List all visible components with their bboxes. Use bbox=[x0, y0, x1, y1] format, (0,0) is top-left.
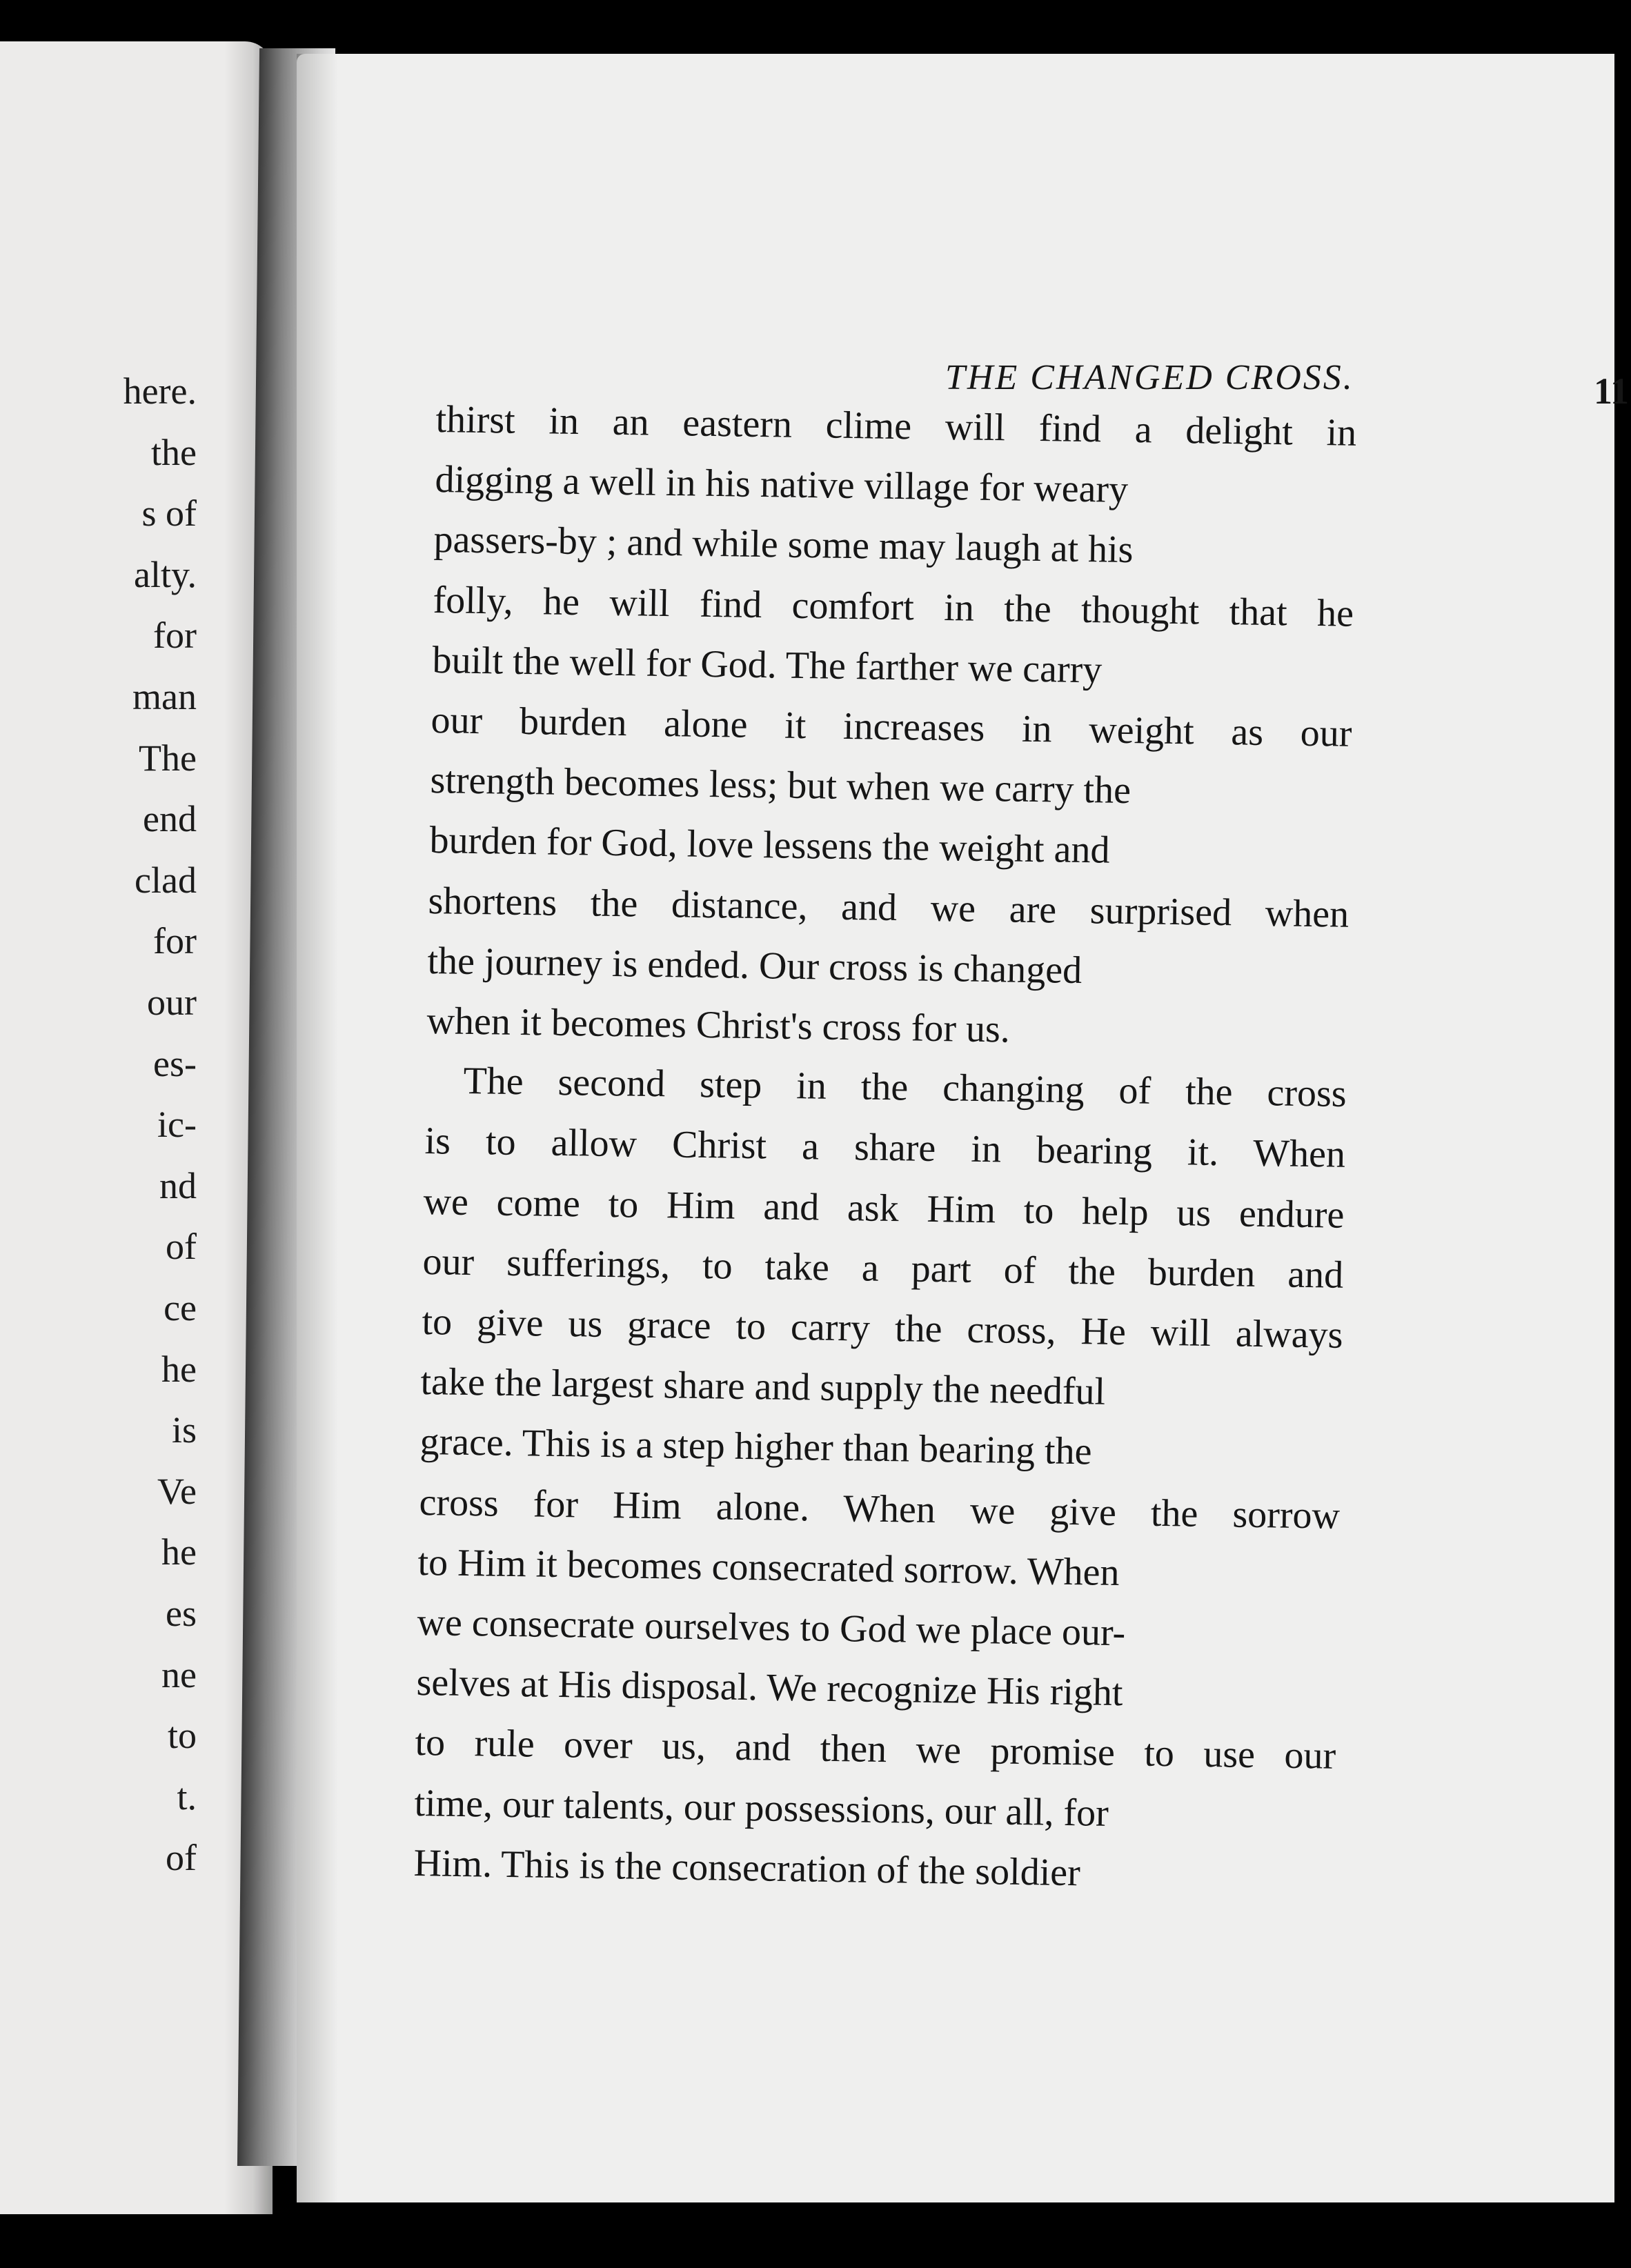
body-line: our sufferings, to take a part of the burden and bbox=[422, 1240, 1344, 1297]
body-line: folly, he will find comfort in the thought that he bbox=[433, 578, 1354, 635]
body-line: Him. This is the consecration of the soldier bbox=[413, 1841, 1080, 1895]
left-line-fragment: for bbox=[153, 920, 197, 962]
left-line-fragment: for bbox=[153, 615, 197, 657]
page-number: 11 bbox=[1594, 370, 1630, 412]
body-line: thirst in an eastern clime will find a delight in bbox=[435, 398, 1357, 455]
body-line: strength becomes less; but when we carry the bbox=[430, 759, 1131, 813]
body-line: burden for God, love lessens the weight and bbox=[428, 819, 1110, 873]
body-line: to rule over us, and then we promise to use our bbox=[415, 1721, 1336, 1778]
left-line-fragment: ic- bbox=[157, 1104, 197, 1146]
body-line: the journey is ended. Our cross is changed bbox=[426, 939, 1083, 992]
running-head: THE CHANGED CROSS. bbox=[945, 358, 1354, 397]
body-line: cross for Him alone. When we give the sorrow bbox=[418, 1480, 1341, 1538]
body-line: to give us grace to carry the cross, He will always bbox=[421, 1300, 1343, 1357]
body-line: to Him it becomes consecrated sorrow. When bbox=[417, 1540, 1120, 1594]
left-line-fragment: to bbox=[167, 1715, 197, 1757]
body-line: we consecrate ourselves to God we place our- bbox=[417, 1601, 1126, 1655]
left-line-fragment: Ve bbox=[157, 1470, 197, 1512]
left-line-fragment: clad bbox=[135, 859, 197, 901]
left-line-fragment: nd bbox=[159, 1164, 197, 1206]
body-line: our burden alone it increases in weight as our bbox=[431, 699, 1353, 755]
left-line-fragment: ce bbox=[164, 1287, 197, 1329]
left-line-fragment: our bbox=[147, 982, 197, 1023]
left-line-fragment: The bbox=[139, 737, 197, 779]
body-line: The second step in the changing of the cross bbox=[463, 1060, 1347, 1116]
left-line-fragment: ne bbox=[161, 1653, 197, 1695]
left-line-fragment: end bbox=[143, 798, 197, 840]
body-line: digging a well in his native village for weary bbox=[434, 458, 1129, 512]
left-line-fragment: the bbox=[151, 431, 197, 473]
left-line-fragment: t. bbox=[177, 1775, 197, 1818]
left-line-fragment: of bbox=[166, 1837, 197, 1879]
body-line: we come to Him and ask Him to help us endure bbox=[423, 1180, 1345, 1237]
inner-shadow bbox=[297, 54, 338, 2202]
body-line: when it becomes Christ's cross for us. bbox=[426, 999, 1010, 1051]
body-line: built the well for God. The farther we carry bbox=[431, 638, 1103, 692]
left-line-fragment: man bbox=[132, 676, 197, 717]
left-line-fragment: here. bbox=[123, 370, 197, 412]
body-line: take the largest share and supply the needful bbox=[420, 1360, 1106, 1413]
body-line: time, our talents, our possessions, our all, for bbox=[414, 1781, 1109, 1835]
left-page-fragment bbox=[0, 41, 273, 2214]
left-line-fragment: alty. bbox=[134, 553, 197, 595]
left-line-fragment: he bbox=[161, 1348, 197, 1390]
left-line-fragment: of bbox=[166, 1226, 197, 1268]
right-page bbox=[297, 54, 1630, 2202]
left-line-fragment: he bbox=[161, 1531, 197, 1573]
left-line-fragment: is bbox=[171, 1409, 197, 1451]
body-line: selves at His disposal. We recognize His right bbox=[415, 1661, 1123, 1715]
body-line: shortens the distance, and we are surprised when bbox=[428, 879, 1350, 936]
left-line-fragment: s of bbox=[141, 493, 197, 535]
left-line-fragment: es- bbox=[153, 1042, 197, 1084]
body-line: passers-by ; and while some may laugh at his bbox=[433, 518, 1134, 572]
body-line: is to allow Christ a share in bearing it. When bbox=[424, 1120, 1346, 1177]
body-line: grace. This is a step higher than bearing the bbox=[419, 1420, 1092, 1473]
left-line-fragment: es bbox=[166, 1593, 197, 1634]
